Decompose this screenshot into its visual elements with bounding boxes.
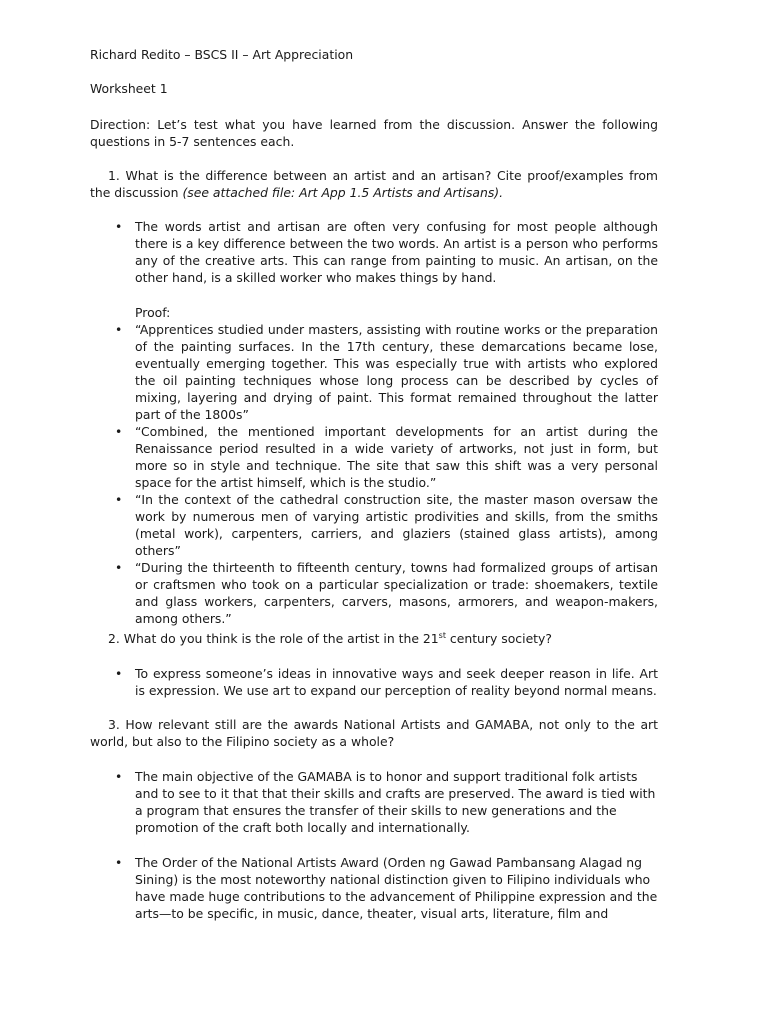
- list-item: • “During the thirteenth to fifteenth century, towns had formalized groups of artisan or craftsmen who took on a particular specialization or trade: shoemakers, textile and glass workers, carpenters, carvers, masons, armorers, and weapon-makers, among others.”: [115, 559, 658, 627]
- list-item: • The Order of the National Artists Award (Orden ng Gawad Pambansang Alagad ng Sining) is the most noteworthy national distinction given to Filipino individuals who have made huge contributions to the advancement of Philippine expression and the arts—to be specific, in music, dance, theater, visual arts, literature, film and: [115, 854, 658, 922]
- question-2-answer-list: [115, 665, 658, 699]
- list-item: • The words artist and artisan are often very confusing for most people although there is a key difference between the two words. An artist is a person who performs any of the creative arts. This can range from painting to music. An artisan, on the other hand, is a skilled worker who makes things by hand.: [115, 218, 658, 286]
- list-item: • “Apprentices studied under masters, assisting with routine works or the preparation of the painting surfaces. In the 17th century, these demarcations became lose, eventually emerging together. This was especially true with artists who explored the oil painting techniques whose long process can be described by cycles of mixing, layering and drying of paint. This format remained throughout the latter part of the 1800s”: [115, 321, 658, 423]
- header-line: Richard Redito – BSCS II – Art Appreciation: [90, 47, 354, 62]
- question-1-answer-list: [115, 218, 658, 286]
- list-item: • “In the context of the cathedral construction site, the master mason oversaw the work by numerous men of varying artistic prodivities and skills, from the smiths (metal work), carpenters, carriers, and glaziers (stained glass artists), among others”: [115, 491, 658, 559]
- question-3-answer-list: [115, 768, 658, 836]
- worksheet-title: Worksheet 1: [90, 81, 168, 96]
- question-2-sup: st: [438, 630, 446, 640]
- question-3-answer-list-2: [115, 854, 658, 922]
- question-2: [90, 630, 658, 647]
- question-1-text: 1. What is the difference between an artist and an artisan? Cite proof/examples from the discussion: [90, 168, 658, 200]
- list-item: • “Combined, the mentioned important developments for an artist during the Renaissance period resulted in a wide variety of artworks, not just in form, but more so in style and technique. The site that saw this shift was a very personal space for the artist himself, which is the studio.”: [115, 423, 658, 491]
- question-2-post: century society?: [445, 631, 552, 646]
- question-1-reference: (see attached file: Art App 1.5 Artists and Artisans).: [182, 185, 504, 200]
- proof-label: Proof:: [135, 305, 171, 320]
- question-1: [90, 167, 658, 201]
- list-item: • The main objective of the GAMABA is to honor and support traditional folk artists and to see to it that that their skills and crafts are preserved. The award is tied with a program that ensures the transfer of their skills to new generations and the promotion of the craft both locally and internationally.: [115, 768, 658, 836]
- direction-text: Direction: Let’s test what you have learned from the discussion. Answer the following questions in 5-7 sentences each.: [90, 117, 658, 149]
- proof-list: [115, 321, 658, 627]
- question-2-pre: 2. What do you think is the role of the artist in the 21: [108, 631, 439, 646]
- question-3: 3. How relevant still are the awards National Artists and GAMABA, not only to the art world, but also to the Filipino society as a whole?: [90, 717, 658, 749]
- list-item: • To express someone’s ideas in innovative ways and seek deeper reason in life. Art is expression. We use art to expand our perception of reality beyond normal means.: [115, 665, 658, 699]
